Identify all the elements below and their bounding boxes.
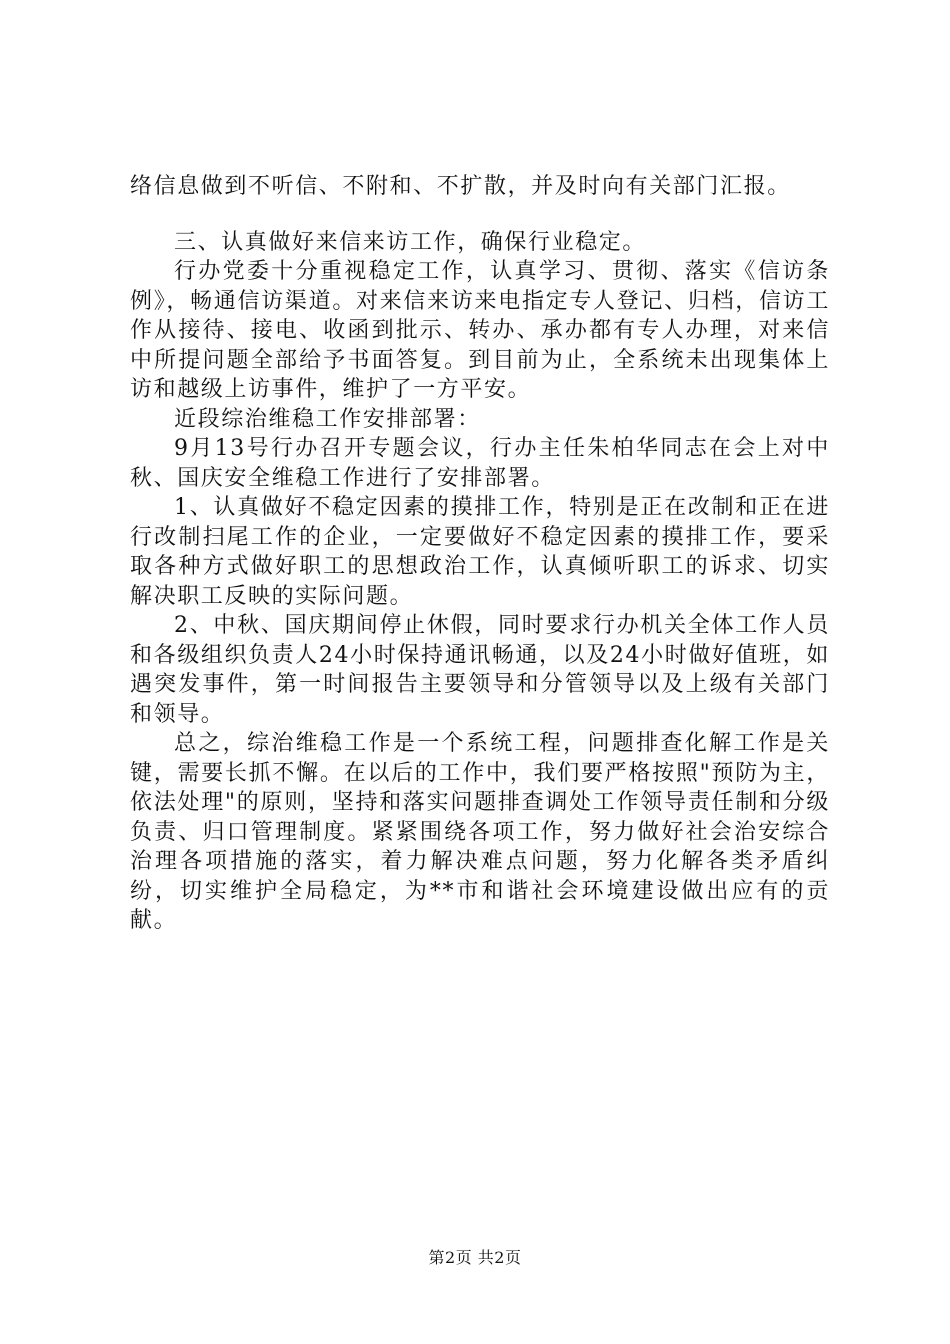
paragraph-meeting: 9月13号行办召开专题会议，行办主任朱柏华同志在会上对中秋、国庆安全维稳工作进行了安排部署。: [130, 436, 830, 491]
paragraph-gap: [130, 202, 830, 228]
section-heading-3: 三、认真做好来信来访工作，确保行业稳定。: [174, 229, 647, 255]
page-number-footer: 第2页 共2页: [428, 1248, 522, 1267]
paragraph-continuation: 络信息做到不听信、不附和、不扩散，并及时向有关部门汇报。: [130, 174, 791, 199]
paragraph-petition-work: 行办党委十分重视稳定工作，认真学习、贯彻、落实《信访条例》，畅通信访渠道。对来信来访来电指定专人登记、归档，信访工作从接待、接电、收函到批示、转办、承办都有专人办理，对来信中所提问题全部给予书面答复。到目前为止，全系统未出现集体上访和越级上访事件，维护了一方平安。: [130, 259, 830, 402]
paragraph-item-2: 2、中秋、国庆期间停止休假，同时要求行办机关全体工作人员和各级组织负责人24小时保持通讯畅通，以及24小时做好值班，如遇突发事件，第一时间报告主要领导和分管领导以及上级有关部门和领导。: [130, 613, 830, 727]
paragraph-conclusion: 总之，综治维稳工作是一个系统工程，问题排查化解工作是关键，需要长抓不懈。在以后的工作中，我们要严格按照"预防为主，依法处理"的原则，坚持和落实问题排查调处工作领导责任制和分级负责、归口管理制度。紧紧围绕各项工作，努力做好社会治安综合治理各项措施的落实，着力解决难点问题，努力化解各类矛盾纠纷，切实维护全局稳定，为**市和谐社会环境建设做出应有的贡献。: [130, 731, 830, 933]
paragraph-item-1: 1、认真做好不稳定因素的摸排工作，特别是正在改制和正在进行改制扫尾工作的企业，一定要做好不稳定因素的摸排工作，要采取各种方式做好职工的思想政治工作，认真倾听职工的诉求、切实解决职工反映的实际问题。: [130, 495, 830, 609]
paragraph-recent-arrangements: 近段综治维稳工作安排部署：: [174, 406, 481, 432]
document-body: [130, 172, 830, 936]
